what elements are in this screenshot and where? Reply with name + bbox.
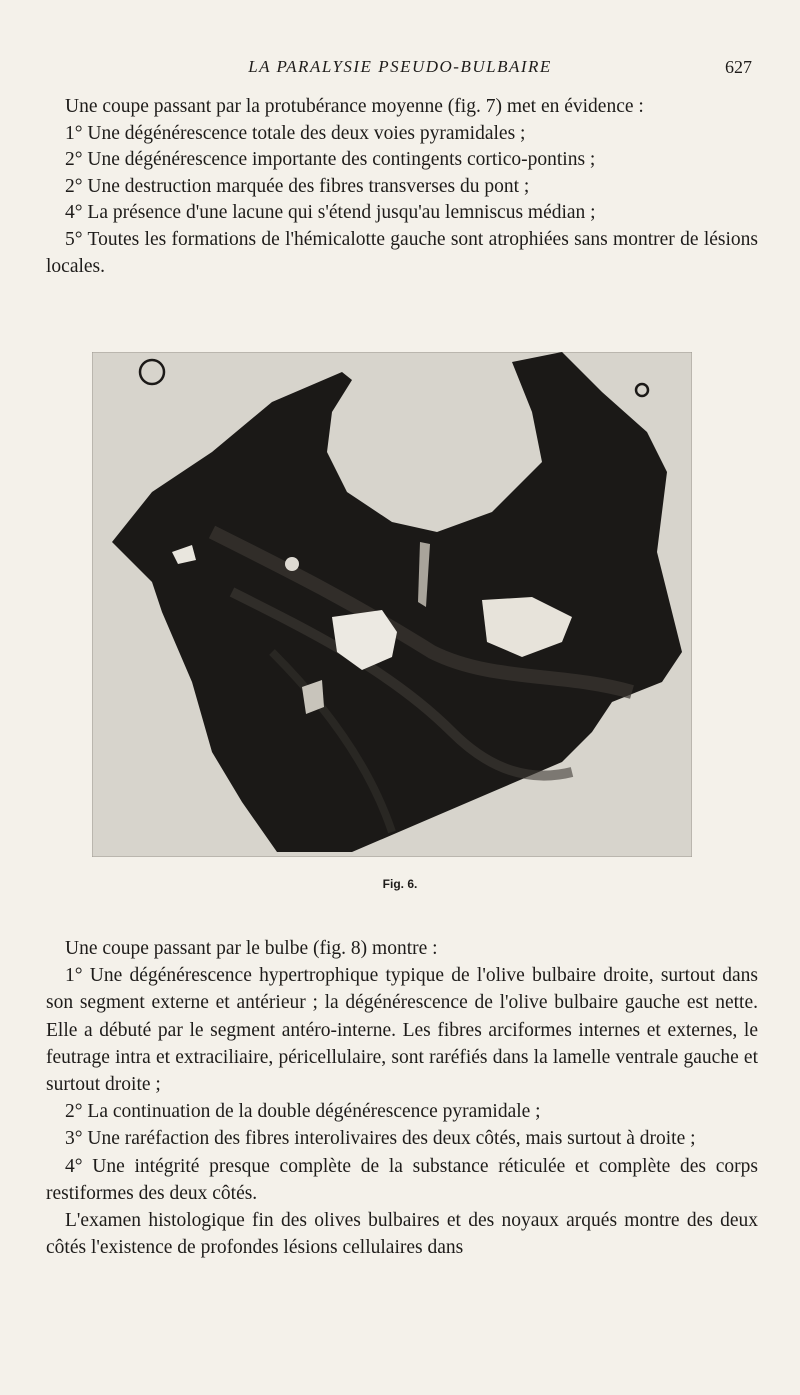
page-number: 627 xyxy=(725,57,752,77)
paragraph-intro: Une coupe passant par le bulbe (fig. 8) montre : xyxy=(65,938,438,959)
page-header xyxy=(0,57,800,85)
brain-section-image xyxy=(92,352,692,857)
list-item: 2° Une destruction marquée des fibres transverses du pont ; xyxy=(65,175,530,197)
list-item: 3° Une raréfaction des fibres interolivaires des deux côtés, mais surtout à droite ; xyxy=(65,1128,696,1150)
list-item: 1° Une dégénérescence hypertrophique typique de l'olive bulbaire droite, surtout dans son segment externe et antérieur ; la dégénérescence de l'olive bulbaire gauche est nette. Elle a débuté par le segment antéro-interne. Les fibres arciformes internes et externes, le feutrage intra et extraciliaire, péricellulaire, sont raréfiés dans la lamelle ventrale gauche et surtout droite ; xyxy=(46,965,758,1096)
list-item: 2° La continuation de la double dégénérescence pyramidale ; xyxy=(65,1101,541,1123)
list-item: 5° Toutes les formations de l'hémicalotte gauche sont atrophiées sans montrer de lésions locales. xyxy=(46,228,758,277)
paragraph-closing: L'examen histologique fin des olives bulbaires et des noyaux arqués montre des deux côtés l'existence de profondes lésions cellulaires dans xyxy=(46,1210,758,1259)
text-block-bulbe xyxy=(46,935,758,1261)
list-item: 4° La présence d'une lacune qui s'étend jusqu'au lemniscus médian ; xyxy=(65,202,596,224)
list-item: 1° Une dégénérescence totale des deux voies pyramidales ; xyxy=(65,122,526,144)
paragraph-intro: Une coupe passant par la protubérance moyenne (fig. 7) met en évidence : xyxy=(65,96,644,117)
text-block-protuberance xyxy=(46,94,758,280)
list-item: 4° Une intégrité presque complète de la substance réticulée et complète des corps restiformes des deux côtés. xyxy=(46,1155,758,1204)
figure-caption: Fig. 6. xyxy=(382,877,418,891)
running-title: LA PARALYSIE PSEUDO-BULBAIRE xyxy=(248,57,552,76)
figure-histology-photo xyxy=(92,352,692,857)
list-item: 2° Une dégénérescence importante des contingents cortico-pontins ; xyxy=(65,149,596,171)
